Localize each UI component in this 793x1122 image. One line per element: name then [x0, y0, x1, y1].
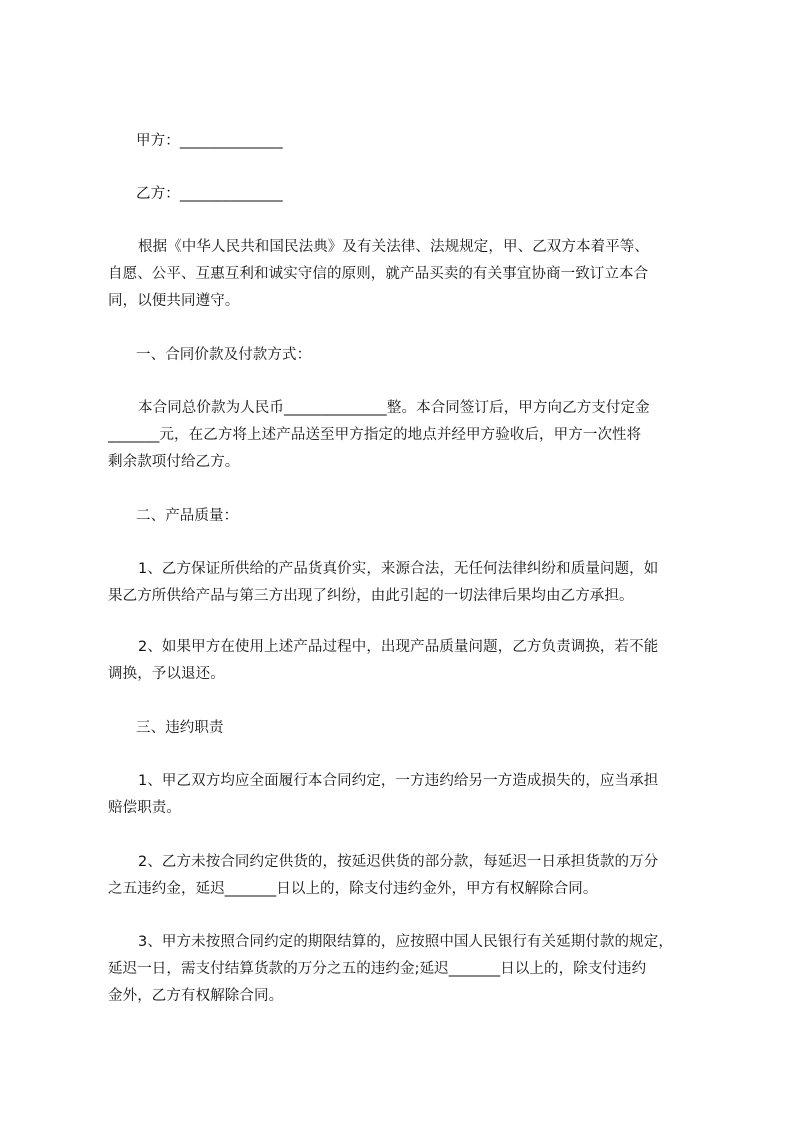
party-a-label: 甲方：	[136, 133, 180, 149]
section-2-p2-line-1: 2、如果甲方在使用上述产品过程中，出现产品质量问题，乙方负责调换，若不能	[138, 639, 659, 655]
section-3-p3-line-3: 金外，乙方有权解除合同。	[108, 988, 284, 1004]
section-1-p1-line-1: 本合同总价款为人民币______________整。本合同签订后，甲方向乙方支付定金	[138, 400, 650, 416]
section-3-paragraph-3	[108, 929, 713, 1010]
section-2-paragraph-2	[108, 634, 713, 688]
section-3-p2-line-2: 之五违约金，延迟_______日以上的，除支付违约金外，甲方有权解除合同。	[108, 881, 598, 897]
section-1-title: 一、合同价款及付款方式：	[136, 347, 312, 363]
section-3-paragraph-1	[108, 768, 713, 822]
section-1-paragraph-1	[108, 395, 713, 476]
section-3-title: 三、违约职责	[136, 720, 224, 736]
preamble-line-1: 根据《中华人民共和国民法典》及有关法律、法规规定，甲、乙双方本着平等、	[138, 239, 649, 255]
section-2-p2-line-2: 调换，予以退还。	[108, 666, 225, 682]
section-2-p1-line-1: 1、乙方保证所供给的产品货真价实，来源合法，无任何法律纠纷和质量问题，如	[138, 561, 659, 577]
section-3-p3-line-1: 3、甲方未按照合同约定的期限结算的，应按照中国人民银行有关延期付款的规定，	[138, 934, 673, 950]
section-3-p2-line-1: 2、乙方未按合同约定供货的，按延迟供货的部分款，每延迟一日承担货款的万分	[138, 854, 659, 870]
preamble-line-2: 自愿、公平、互惠互利和诚实守信的原则，就产品买卖的有关事宜协商一致订立本合	[108, 266, 649, 282]
section-3-p1-line-1: 1、甲乙双方均应全面履行本合同约定，一方违约给另一方造成损失的，应当承担	[138, 773, 659, 789]
party-a-line	[136, 128, 283, 155]
section-1-p1-line-3: 剩余款项付给乙方。	[108, 454, 240, 470]
preamble-line-3: 同，以便共同遵守。	[108, 293, 240, 309]
section-2-title: 二、产品质量：	[136, 508, 239, 524]
section-3-paragraph-2	[108, 849, 713, 903]
party-b-line	[136, 181, 283, 208]
preamble-paragraph	[108, 234, 713, 315]
party-a-blank[interactable]: ______________	[179, 133, 283, 149]
section-2-paragraph-1	[108, 556, 713, 610]
section-3-p1-line-2: 赔偿职责。	[108, 800, 181, 816]
party-b-label: 乙方：	[136, 186, 180, 202]
party-b-blank[interactable]: ______________	[179, 186, 283, 202]
section-2-p1-line-2: 果乙方所供给产品与第三方出现了纠纷，由此引起的一切法律后果均由乙方承担。	[108, 588, 634, 604]
section-1-p1-line-2: _______元，在乙方将上述产品送至甲方指定的地点并经甲方验收后，甲方一次性将	[108, 427, 642, 443]
section-3-p3-line-2: 延迟一日，需支付结算货款的万分之五的违约金;延迟_______日以上的，除支付违约	[108, 961, 647, 977]
